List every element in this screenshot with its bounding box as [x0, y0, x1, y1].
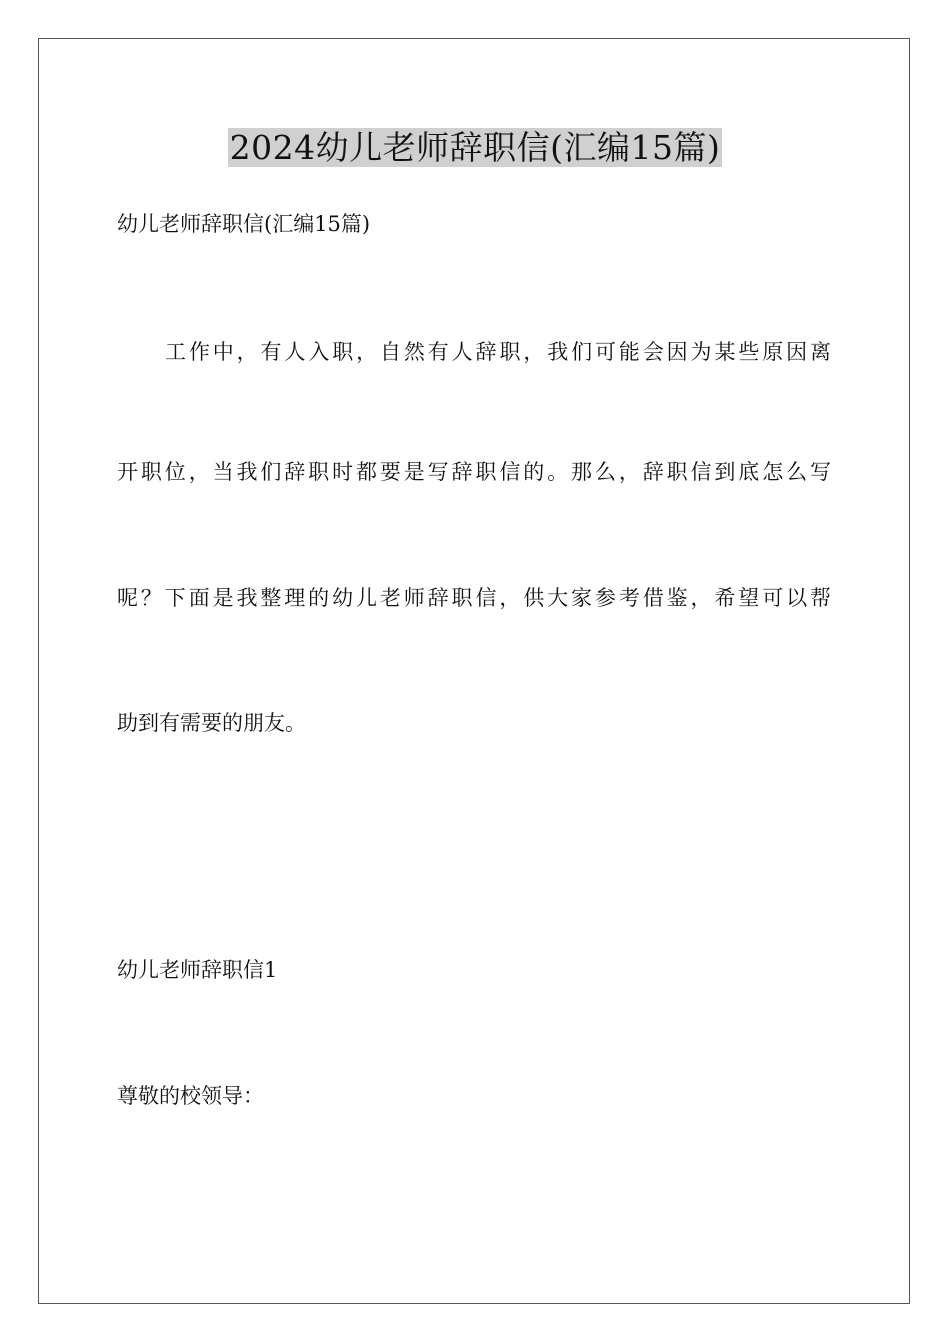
document-title	[0, 128, 950, 168]
intro-paragraph-line-1: 工作中，有人入职，自然有人辞职，我们可能会因为某些原因离	[165, 340, 831, 364]
intro-paragraph-line-2: 开职位，当我们辞职时都要是写辞职信的。那么，辞职信到底怎么写	[117, 460, 831, 484]
intro-paragraph-line-4: 助到有需要的朋友。	[117, 711, 306, 735]
salutation: 尊敬的校领导：	[117, 1084, 264, 1108]
intro-paragraph-line-3: 呢？下面是我整理的幼儿老师辞职信，供大家参考借鉴，希望可以帮	[117, 586, 831, 610]
document-title-text: 2024幼儿老师辞职信(汇编15篇)	[229, 128, 721, 167]
subtitle: 幼儿老师辞职信(汇编15篇)	[117, 212, 371, 236]
section-heading: 幼儿老师辞职信1	[117, 958, 278, 982]
